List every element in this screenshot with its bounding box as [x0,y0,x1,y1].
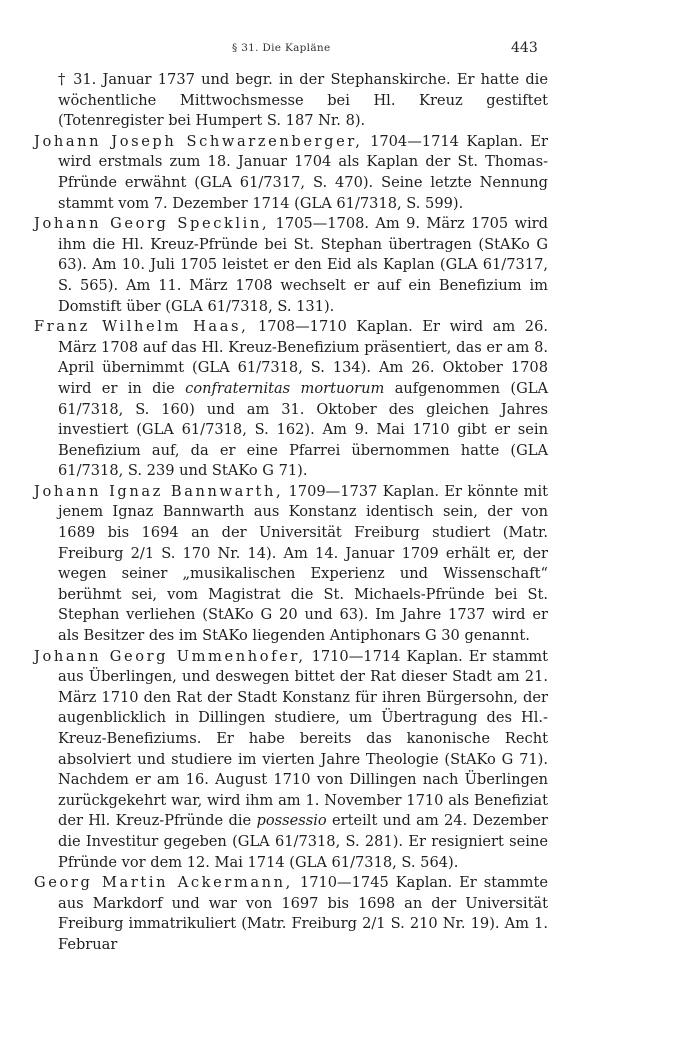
entry-specklin [34,214,548,317]
entry-haas [34,317,548,482]
continuation-paragraph: † 31. Januar 1737 und begr. in der Stephanskirche. Er hatte die wöchentliche Mittwochsmesse bei Hl. Kreuz gestiftet (Totenregister bei Humpert S. 187 Nr. 8). [58,71,548,130]
main-text [34,70,548,956]
entry-italic-term: confraternitas mortuorum [185,379,385,397]
entry-text: aufgenommen (GLA 61/7318, S. 160) und am 31. Oktober des gleichen Jahres investiert (GLA 61/7318, S. 162). Am 9. Mai 1710 gibt er sein Benefizium auf, da er eine Pfarrei übernommen hatte (GLA 61/7318, S. 239 und StAKo G 71). [58,379,548,480]
entry-bannwarth [34,482,548,647]
entry-text: 1704—1714 Kaplan. Er wird erstmals zum 18. Januar 1704 als Kaplan der St. Thomas-Pfründe erwähnt (GLA 61/7317, S. 470). Seine letzte Nennung stammt vom 7. Dezember 1714 (GLA 61/7318, S. 599). [58,132,548,212]
entry-schwarzenberger [34,132,548,214]
page-number: 443 [511,40,538,56]
running-head: § 31. Die Kapläne [232,42,331,54]
entry-text: erteilt und am 24. Dezember die Investitur gegeben (GLA 61/7318, S. 281). Er resigniert seine Pfründe vor dem 12. Mai 1714 (GLA 61/7318, S. 564). [58,812,548,871]
entry-name: Johann Ignaz Bannwarth, [34,482,284,500]
entry-name: Franz Wilhelm Haas, [34,318,249,336]
entry-text: 1710—1714 Kaplan. Er stammt aus Überlingen, und deswegen bittet der Rat dieser Stadt am 21. März 1710 den Rat der Stadt Konstanz für ihren Bürgersohn, der augenblicklich in Dillingen studiere, um Übertragung des Hl.-Kreuz-Benefiziums. Er habe bereits das kanonische Recht absolviert und studiere im vierten Jahre Theologie (StAKo G 71). Nachdem er am 16. August 1710 von Dillingen nach Überlingen zurückgekehrt war, wird ihm am 1. November 1710 als Benefiziat der Hl. Kreuz-Pfründe die [58,647,549,830]
entry-ackermann [34,873,548,955]
entry-italic-term: possessio [256,812,327,830]
entry-name: Georg Martin Ackermann, [34,874,293,892]
entry-text: 1708—1710 Kaplan. Er wird am 26. März 1708 auf das Hl. Kreuz-Benefizium präsentiert, das er am 8. April übernimmt (GLA 61/7318, S. 134). Am 26. Oktober 1708 wird er in die [58,318,548,397]
entry-text: 1709—1737 Kaplan. Er könnte mit jenem Ignaz Bannwarth aus Konstanz identisch sein, der von 1689 bis 1694 an der Universität Freiburg studiert (Matr. Freiburg 2/1 S. 170 Nr. 14). Am 14. Januar 1709 erhält er, der wegen seiner „musikalischen Experienz und Wissenschaft“ berühmt sei, vom Magistrat die St. Michaels-Pfründe bei St. Stephan verliehen (StAKo G 20 und 63). Im Jahre 1737 wird er als Besitzer des im StAKo liegenden Antiphonars G 30 genannt. [58,482,548,645]
entry-text: 1705—1708. Am 9. März 1705 wird ihm die Hl. Kreuz-Pfründe bei St. Stephan übertragen (StAKo G 63). Am 10. Juli 1705 leistet er den Eid als Kaplan (GLA 61/7317, S. 565). Am 11. März 1708 wechselt er auf ein Benefizium im Domstift über (GLA 61/7318, S. 131). [58,215,548,315]
entry-text: 1710—1745 Kaplan. Er stammte aus Markdorf und war von 1697 bis 1698 an der Universität Freiburg immatrikuliert (Matr. Freiburg 2/1 S. 210 Nr. 19). Am 1. Februar [58,874,548,953]
entry-name: Johann Georg Specklin, [34,215,270,233]
entry-ummenhofer [34,647,548,874]
entry-name: Johann Joseph Schwarzenberger, [34,132,363,150]
entry-name: Johann Georg Ummenhofer, [34,647,306,665]
